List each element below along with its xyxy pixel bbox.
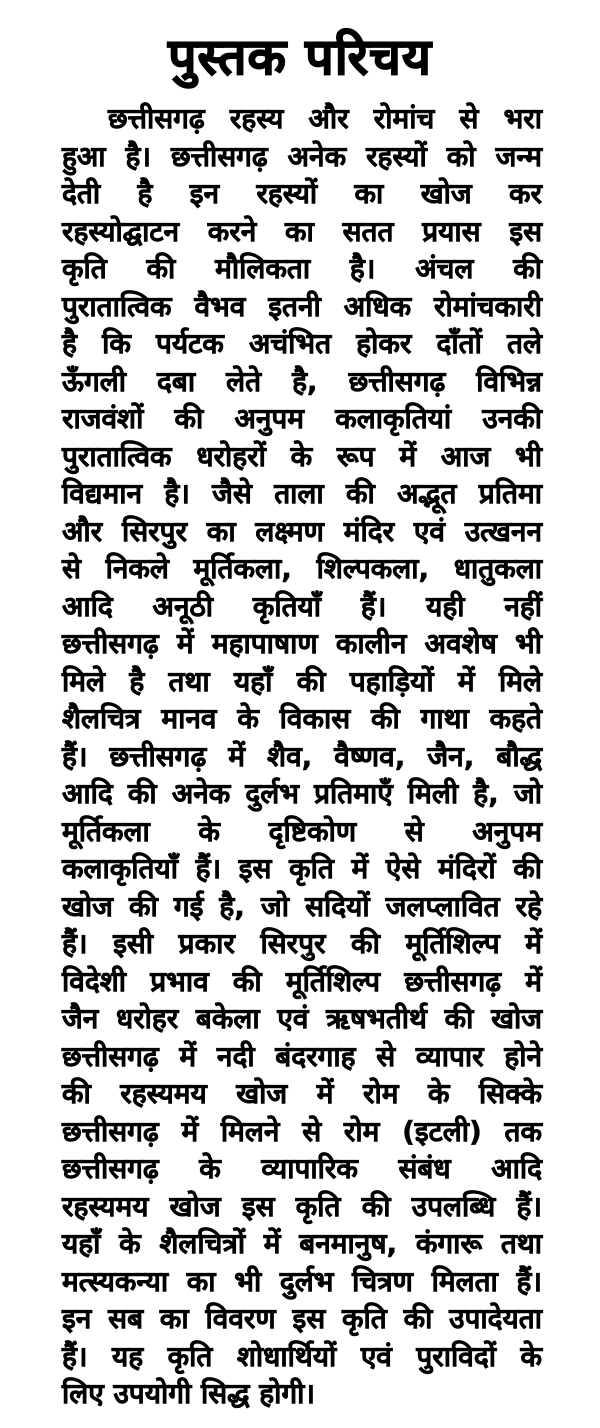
text-line: हैं। यह कृति शोधार्थियों एवं पुराविदों के bbox=[62, 1339, 542, 1373]
text-line: आदि अनूठी कृतियाँ हैं। यही नहीं bbox=[62, 589, 542, 623]
text-line: की रहस्यमय खोज में रोम के सिक्के bbox=[62, 1077, 542, 1110]
text-line: जैन धरोहर बकेला एवं ऋषभतीर्थ की खोज bbox=[62, 1002, 542, 1035]
text-line: है कि पर्यटक अचंभित होकर दाँतों तले bbox=[62, 327, 542, 360]
text-line: ऊँगली दबा लेते है, छत्तीसगढ़ विभिन्न bbox=[62, 364, 542, 398]
text-line: मत्स्यकन्या का भी दुर्लभ चित्रण मिलता हैं। bbox=[62, 1264, 542, 1298]
text-line: पुरातात्विक धरोहरों के रूप में आज भी bbox=[62, 439, 542, 473]
text-line: इन सब का विवरण इस कृति की उपादेयता bbox=[62, 1302, 542, 1335]
text-line: छत्तीसगढ़ के व्यापारिक संबंध आदि bbox=[62, 1152, 542, 1185]
paragraph-body bbox=[62, 100, 542, 1413]
text-line: यहाँ के शैलचित्रों में बनमानुष, कंगारू तथा bbox=[62, 1227, 542, 1260]
text-line: विदेशी प्रभाव की मूर्तिशिल्प छत्तीसगढ़ में bbox=[62, 964, 542, 998]
text-line: मिले है तथा यहाँ की पहाड़ियों में मिले bbox=[62, 664, 542, 698]
text-line: राजवंशों की अनुपम कलाकृतियां उनकी bbox=[62, 402, 542, 435]
text-line: छत्तीसगढ़ में नदी बंदरगाह से व्यापार होने bbox=[62, 1039, 542, 1073]
text-line: कलाकृतियाँ हैं। इस कृति में ऐसे मंदिरों की bbox=[62, 852, 542, 885]
text-line: देती है इन रहस्यों का खोज कर bbox=[62, 177, 542, 210]
text-line: शैलचित्र मानव के विकास की गाथा कहते bbox=[62, 702, 542, 735]
text-line: और सिरपुर का लक्ष्मण मंदिर एवं उत्खनन bbox=[62, 514, 542, 548]
page-title: पुस्तक परिचय bbox=[168, 28, 432, 86]
text-line: हैं। छत्तीसगढ़ में शैव, वैष्णव, जैन, बौद्ध bbox=[62, 739, 542, 773]
text-line: हुआ है। छत्तीसगढ़ अनेक रहस्यों को जन्म bbox=[62, 139, 542, 173]
text-line: कृति की मौलिकता है। अंचल की bbox=[62, 252, 542, 285]
text-line: छत्तीसगढ़ में मिलने से रोम (इटली) तक bbox=[62, 1114, 542, 1148]
text-line: हैं। इसी प्रकार सिरपुर की मूर्तिशिल्प में bbox=[62, 927, 542, 960]
text-line: मूर्तिकला के दृष्टिकोण से अनुपम bbox=[62, 814, 542, 848]
text-line: पुरातात्विक वैभव इतनी अधिक रोमांचकारी bbox=[62, 289, 542, 323]
text-line: से निकले मूर्तिकला, शिल्पकला, धातुकला bbox=[62, 552, 542, 585]
text-line: खोज की गई है, जो सदियों जलप्लावित रहे bbox=[62, 889, 542, 923]
text-line: विद्यमान है। जैसे ताला की अद्भूत प्रतिमा bbox=[62, 477, 542, 510]
text-line: लिए उपयोगी सिद्ध होगी। bbox=[62, 1377, 316, 1410]
text-line: रहस्योद्घाटन करने का सतत प्रयास इस bbox=[62, 214, 542, 248]
text-line: छत्तीसगढ़ रहस्य और रोमांच से भरा bbox=[108, 102, 542, 135]
text-line: छत्तीसगढ़ में महापाषाण कालीन अवशेष भी bbox=[62, 627, 542, 660]
text-line: आदि की अनेक दुर्लभ प्रतिमाएँ मिली है, जो bbox=[62, 777, 542, 810]
text-line: रहस्यमय खोज इस कृति की उपलब्धि हैं। bbox=[62, 1189, 542, 1223]
